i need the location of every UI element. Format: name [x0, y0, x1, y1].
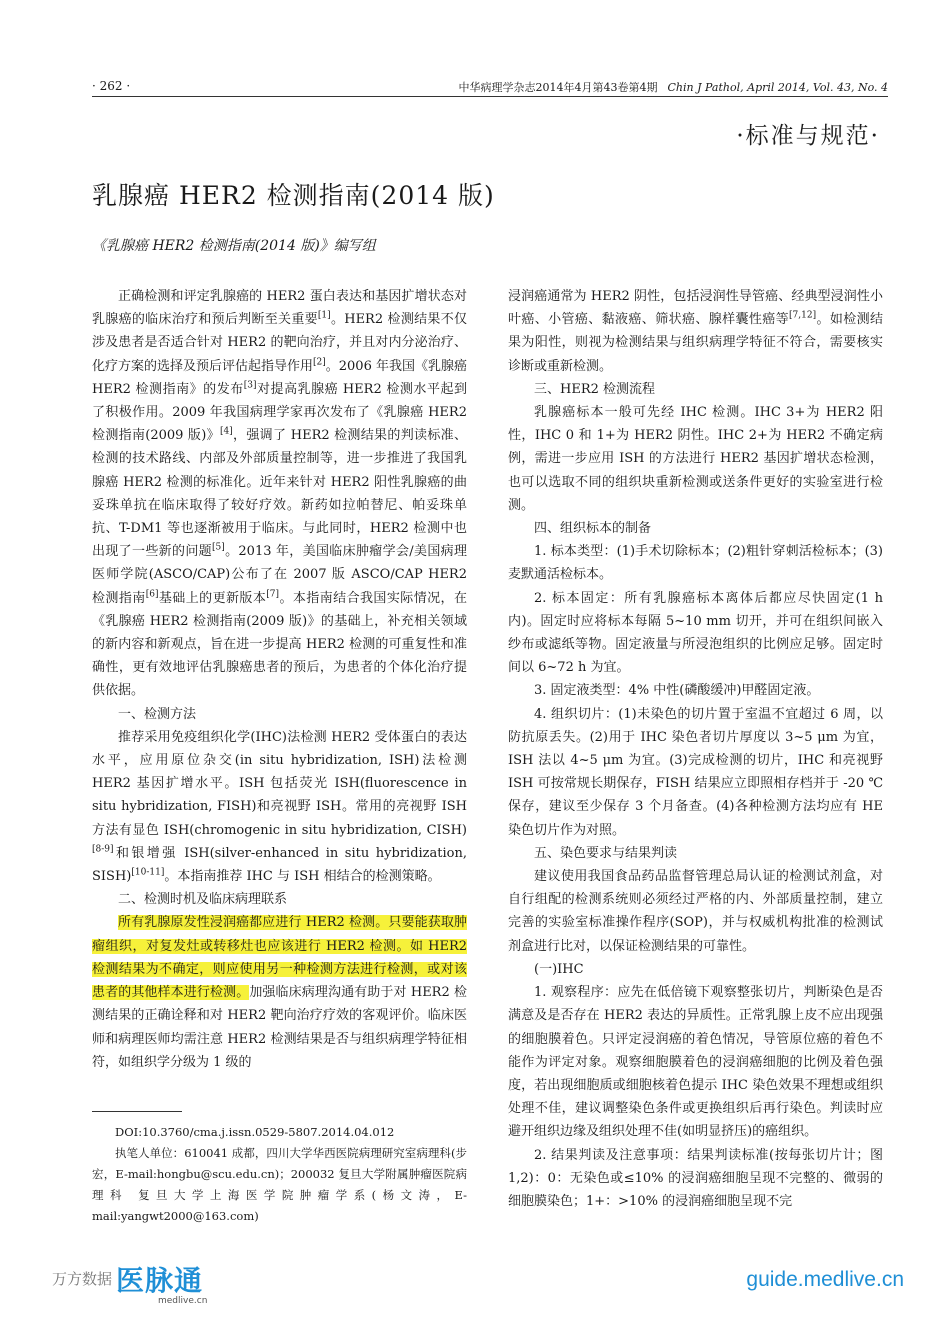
right-column: [508, 285, 883, 1213]
citation: [7]: [266, 589, 280, 600]
footnote-rule: [92, 1111, 182, 1112]
workflow-paragraph: 乳腺癌标本一般可先经 IHC 检测。IHC 3+为 HER2 阳性，IHC 0 和 1+为 HER2 阴性。IHC 2+为 HER2 不确定病例，需进一步应用 ISH 的方法进行 HER2 基因扩增状态检测，也可以选取不同的组织块重新检测或送条件更好的实验室进行检测。: [508, 405, 883, 513]
citation: [10-11]: [131, 867, 165, 878]
medlive-logo[interactable]: 医脉通: [116, 1264, 204, 1297]
left-column: [92, 285, 467, 1074]
highlighted-text: 所有乳腺原发性浸润癌都应进行 HER2 检测。只要能获取肿瘤组织，对复发灶或转移灶也应该进行 HER2 检测。如 HER2 检测结果为不确定，则应使用另一种检测方法进行检测，或对该患者的其他样本进行检测。: [92, 915, 467, 1001]
section-tag: ·标准与规范·: [736, 123, 880, 149]
staining-paragraph: 建议使用我国食品药品监督管理总局认证的检测试剂盒，对自行组配的检测系统则必须经过严格的内、外部质量控制，建立完善的实验室标准操作程序(SOP)，并与权威机构批准的检测试剂盒进行比对，以保证检测结果的可靠性。: [508, 869, 883, 954]
citation: [2]: [313, 357, 326, 368]
doi: DOI:10.3760/cma.j.issn.0529-5807.2014.04.012: [115, 1125, 395, 1139]
ihc-procedure-paragraph: 1. 观察程序：应先在低倍镜下观察整张切片，判断染色是否满意及是否存在 HER2 表达的异质性。正常乳腺上皮不应出现强的细胞膜着色。只评定浸润癌的着色情况，导管原位癌的着色不能作为评定对象。观察细胞膜着色的浸润癌细胞的比例及着色强度，若出现细胞质或细胞核着色提示 IHC 染色效果不理想或组织处理不佳，建议调整染色条件或更换组织后再行染色。判读时应避开组织边缘及组织处理不佳(如明显挤压)的癌组织。: [508, 985, 883, 1140]
header-rule: [92, 96, 888, 97]
citation: [1]: [317, 310, 331, 321]
sectioning-paragraph: 4. 组织切片：(1)未染色的切片置于室温不宜超过 6 周，以防抗原丢失。(2)用于 IHC 染色者切片厚度以 3~5 μm 为宜，ISH 法以 4~5 μm 为宜。(3)完成检测的切片，IHC 和亮视野 ISH 可按常规长期保存，FISH 结果应立即照相存档并于 -20 ℃保存，建议至少保存 3 个月备查。(4)各种检测方法均应有 HE 染色切片作为对照。: [508, 706, 883, 838]
article-authors: 《乳腺癌 HER2 检测指南(2014 版)》编写组: [92, 238, 376, 254]
footnotes: [92, 1122, 467, 1227]
specimen-fixation-paragraph: 2. 标本固定：所有乳腺癌标本离体后都应尽快固定(1 h 内)。固定时应将标本每隔 5~10 mm 切开，并可在组织间嵌入纱布或滤纸等物。固定液量与所浸泡组织的比例应足够。固定时间以 6~72 h 为宜。: [508, 590, 883, 676]
author-affiliation: 执笔人单位：610041 成都，四川大学华西医院病理研究室病理科(步宏，E-mail:hongbu@scu.edu.cn)；200032 复旦大学附属肿瘤医院病理科 复旦大学上海医学院肿瘤学系(杨文涛，E-mail:yangwt2000@163.com): [92, 1146, 467, 1223]
fixative-paragraph: 3. 固定液类型：4% 中性(磷酸缓冲)甲醛固定液。: [534, 683, 820, 699]
citation: [7,12]: [789, 310, 817, 321]
journal-name-en: Chin J Pathol, April 2014, Vol. 43, No. 4: [667, 81, 888, 94]
wanfang-watermark: 万方数据: [52, 1270, 113, 1288]
citation: [6]: [145, 589, 159, 600]
article-title: 乳腺癌 HER2 检测指南(2014 版): [92, 181, 495, 210]
methods-paragraph: 推荐采用免疫组织化学(IHC)法检测 HER2 受体蛋白的表达水平，应用原位杂交(in situ hybridization, ISH)法检测 HER2 基因扩增水平。ISH 包括荧光 ISH(fluorescence in situ hybridization, FISH)和亮视野 ISH。常用的亮视野 ISH 方法有显色 ISH(chromogenic in situ hybridization, CISH)[8-9]和银增强 ISH(silver-enhanced in situ hybridization, SISH)[10-11]。本指南推荐 IHC 与 ISH 相结合的检测策略。: [92, 729, 467, 885]
citation: [8-9]: [92, 844, 114, 855]
medlive-logo-subtitle: medlive.cn: [158, 1296, 208, 1306]
timing-paragraph: 所有乳腺原发性浸润癌都应进行 HER2 检测。只要能获取肿瘤组织，对复发灶或转移灶也应该进行 HER2 检测。如 HER2 检测结果为不确定，则应使用另一种检测方法进行检测，或对该患者的其他样本进行检测。加强临床病理沟通有助于对 HER2 检测结果的正确诠释和对 HER2 靶向治疗疗效的客观评价。临床医师和病理医师均需注意 HER2 检测结果是否与组织病理学特征相符，如组织学分级为 1 级的: [92, 915, 467, 1070]
journal-header: [459, 79, 888, 95]
citation: [4]: [219, 426, 233, 437]
page-number: · 262 ·: [92, 79, 131, 93]
intro-paragraph: 正确检测和评定乳腺癌的 HER2 蛋白表达和基因扩增状态对乳腺癌的临床治疗和预后判断至关重要[1]。HER2 检测结果不仅涉及患者是否适合针对 HER2 的靶向治疗，并且对内分泌治疗、化疗方案的选择及预后评估起指导作用[2]。2006 年我国《乳腺癌 HER2 检测指南》的发布[3]对提高乳腺癌 HER2 检测水平起到了积极作用。2009 年我国病理学家再次发布了《乳腺癌 HER2 检测指南(2009 版)》[4]，强调了 HER2 检测结果的判读标准、检测的技术路线、内部及外部质量控制等，进一步推进了我国乳腺癌 HER2 检测的标准化。近年来针对 HER2 阳性乳腺癌的曲妥珠单抗在临床取得了较好疗效。新药如拉帕替尼、帕妥珠单抗、T-DM1 等也逐渐被用于临床。与此同时，HER2 检测中也出现了一些新的问题[5]。2013 年，美国临床肿瘤学会/美国病理医师学院(ASCO/CAP)公布了在 2007 版 ASCO/CAP HER2 检测指南[6]基础上的更新版本[7]。本指南结合我国实际情况，在《乳腺癌 HER2 检测指南(2009 版)》的基础上，补充相关领域的新内容和新观点，旨在进一步提高 HER2 检测的可重复性和准确性，更有效地评估乳腺癌患者的预后，为患者的个体化治疗提供依据。: [92, 289, 467, 699]
subsection-heading-ihc: (一)IHC: [534, 961, 584, 977]
section-heading-methods: 一、检测方法: [118, 706, 197, 722]
citation: [3]: [243, 380, 257, 391]
journal-name-cn: 中华病理学杂志2014年4月第43卷第4期: [458, 81, 658, 94]
section-heading-specimen: 四、组织标本的制备: [534, 521, 652, 537]
medlive-url[interactable]: guide.medlive.cn: [746, 1268, 904, 1291]
citation: [5]: [212, 542, 225, 553]
section-heading-workflow: 三、HER2 检测流程: [534, 381, 656, 397]
ihc-scoring-paragraph: 2. 结果判读及注意事项：结果判读标准(按每张切片计；图 1,2)：0：无染色或≤10% 的浸润癌细胞呈现不完整的、微弱的细胞膜染色；1+：>10% 的浸润癌细胞呈现不完: [508, 1147, 883, 1209]
section-heading-staining: 五、染色要求与结果判读: [534, 845, 678, 861]
section-heading-timing: 二、检测时机及临床病理联系: [118, 892, 288, 908]
continued-paragraph: 浸润癌通常为 HER2 阴性，包括浸润性导管癌、经典型浸润性小叶癌、小管癌、黏液癌、筛状癌、腺样囊性癌等[7,12]。如检测结果为阳性，则视为检测结果与组织病理学特征不符合，需要核实诊断或重新检测。: [508, 289, 883, 374]
specimen-type-paragraph: 1. 标本类型：(1)手术切除标本；(2)粗针穿刺活检标本；(3)麦默通活检标本。: [508, 544, 883, 583]
